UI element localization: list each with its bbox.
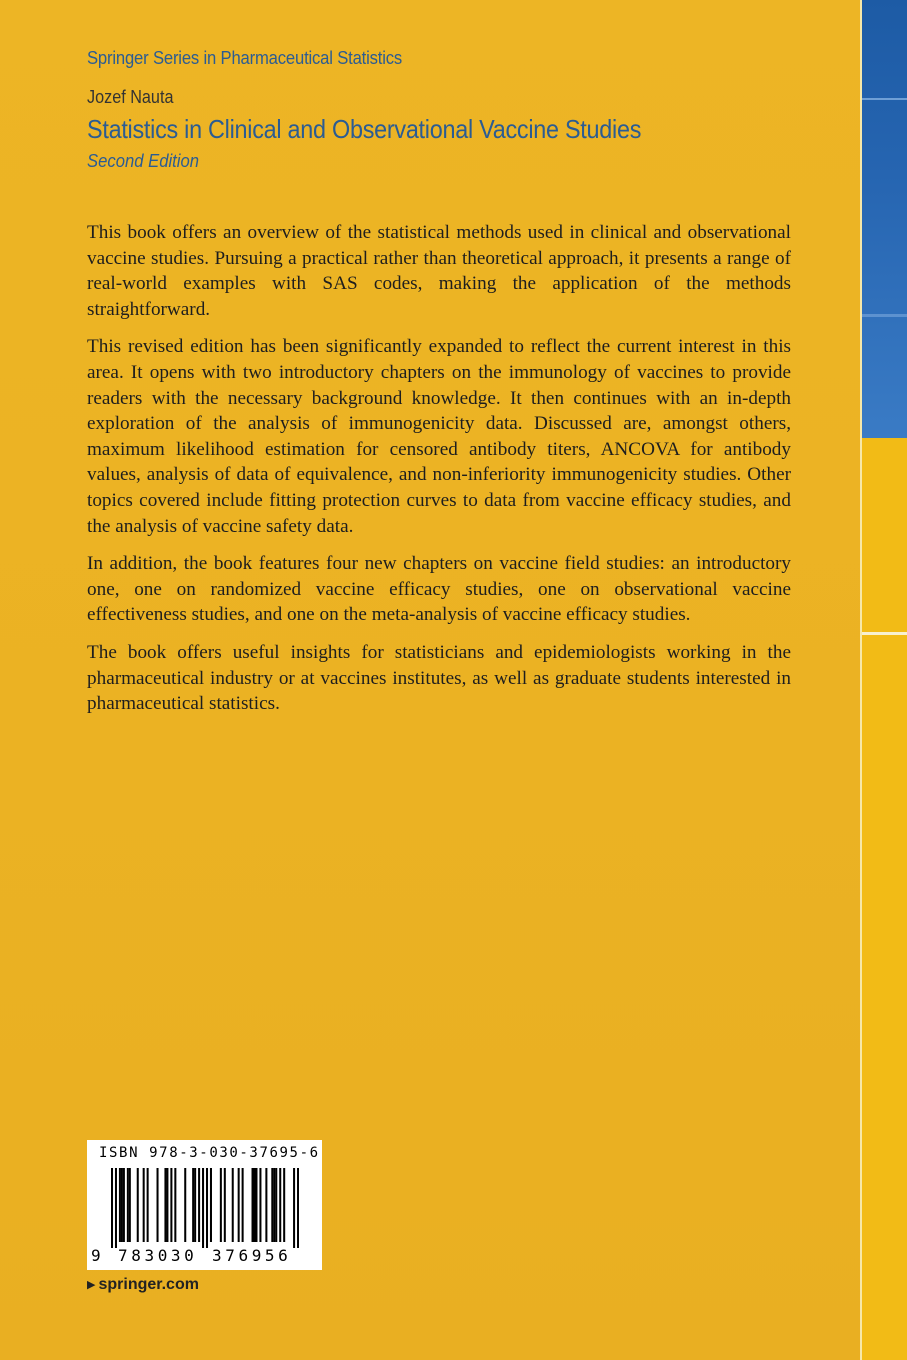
barcode-bar — [184, 1168, 186, 1242]
barcode-bar — [259, 1168, 261, 1242]
barcode-bar — [255, 1168, 257, 1242]
isbn-label: ISBN 978-3-030-37695-6 — [99, 1145, 320, 1161]
barcode-bar — [232, 1168, 234, 1242]
barcode-bar — [242, 1168, 244, 1242]
series-name: Springer Series in Pharmaceutical Statistics — [87, 47, 403, 68]
barcode-bar — [224, 1168, 226, 1242]
barcode-digits-left: 783030 — [118, 1246, 198, 1265]
publisher-link[interactable] — [87, 1276, 199, 1294]
barcode-bar — [252, 1168, 254, 1242]
blurb-paragraph: This book offers an overview of the statistical methods used in clinical and observational vaccine studies. Pursuing a practical rather than theoretical approach, it presents a range of real-world examples with SAS codes, making the application of the methods straightforward. — [87, 222, 791, 320]
blurb-paragraph: In addition, the book features four new chapters on vaccine field studies: an introductory one, one on randomized vaccine efficacy studies, one on observational vaccine effectiveness studies, and one on the meta-analysis of vaccine efficacy studies. — [87, 553, 791, 626]
barcode-bar — [166, 1168, 168, 1242]
barcode-bar — [210, 1168, 212, 1242]
publisher-url: springer.com — [98, 1276, 199, 1293]
barcode-bar — [143, 1168, 145, 1242]
barcode-bar — [129, 1168, 131, 1242]
barcode-bar — [157, 1168, 159, 1242]
spine — [860, 0, 907, 1360]
spine-blue-band — [862, 0, 907, 438]
barcode-bar — [123, 1168, 125, 1242]
spine-divider — [862, 632, 907, 635]
barcode-bar — [137, 1168, 139, 1242]
barcode-bar — [206, 1168, 208, 1248]
barcode-bar — [275, 1168, 277, 1242]
barcode-bar — [127, 1168, 129, 1242]
barcode-bar — [202, 1168, 204, 1248]
barcode-bar — [147, 1168, 149, 1242]
arrow-right-icon: ▶ — [87, 1279, 96, 1291]
barcode-bar — [121, 1168, 123, 1242]
barcode-bar — [253, 1168, 255, 1242]
blurb-paragraph: The book offers useful insights for statisticians and epidemiologists working in the pharmaceutical industry or at vaccines institutes, as well as graduate students interested in pharmaceutical statistics. — [87, 641, 791, 715]
barcode-lead-digit: 9 — [91, 1246, 101, 1265]
barcode-bar — [293, 1168, 295, 1248]
barcode-bar — [283, 1168, 285, 1242]
spine-band-line — [862, 314, 907, 317]
barcode-bars — [111, 1168, 299, 1248]
barcode-bar — [194, 1168, 196, 1242]
barcode-bar — [279, 1168, 281, 1242]
barcode-bar — [192, 1168, 194, 1242]
barcode-bar — [111, 1168, 113, 1248]
blurb — [87, 220, 791, 729]
barcode-bar — [115, 1168, 117, 1248]
barcode-bar — [198, 1168, 200, 1242]
barcode-bar — [119, 1168, 121, 1242]
isbn-barcode — [87, 1140, 322, 1270]
author-name: Jozef Nauta — [87, 87, 174, 107]
barcode-bar — [271, 1168, 273, 1242]
barcode-bar — [220, 1168, 222, 1242]
barcode-bar — [273, 1168, 275, 1242]
barcode-bar — [265, 1168, 267, 1242]
spine-band-line — [862, 98, 907, 100]
barcode-bar — [170, 1168, 172, 1242]
book-title: Statistics in Clinical and Observational Vaccine Studies — [87, 114, 642, 144]
barcode-bar — [238, 1168, 240, 1242]
barcode-bar — [164, 1168, 166, 1242]
edition: Second Edition — [87, 150, 200, 171]
barcode-bar — [174, 1168, 176, 1242]
barcode-digits-right: 376956 — [212, 1246, 292, 1265]
blurb-paragraph: This revised edition has been significantly expanded to reflect the current interest in this area. It opens with two introductory chapters on the immunology of vaccines to provide readers with the necessary background knowledge. It then continues with an in-depth exploration of the analysis of immunogenicity data. Discussed are, amongst others, maximum likelihood estimation for censored antibody titers, ANCOVA for antibody values, analysis of data of equivalence, and non-inferiority immunogenicity studies. Other topics covered include fitting protection curves to data from vaccine efficacy studies, and the analysis of vaccine safety data. — [87, 336, 791, 537]
barcode-bar — [297, 1168, 299, 1248]
